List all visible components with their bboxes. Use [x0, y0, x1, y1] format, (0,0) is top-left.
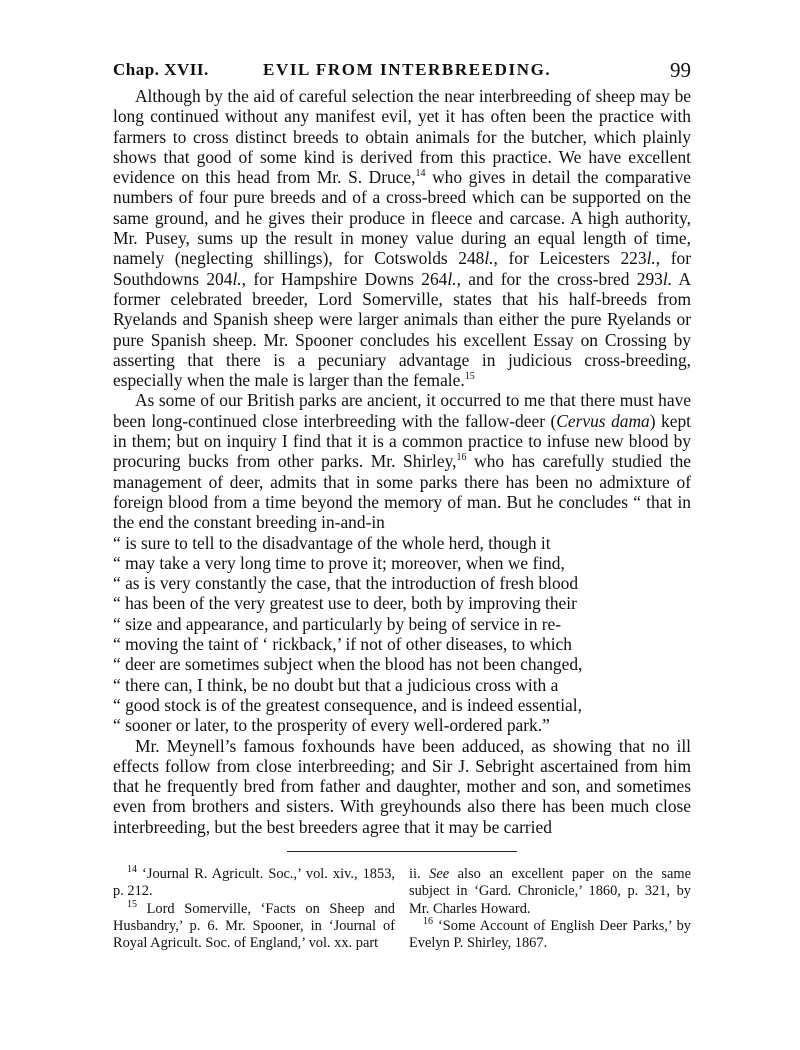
- footnote-column-right: [409, 866, 691, 952]
- running-title: EVIL FROM INTERBREEDING.: [263, 60, 552, 79]
- text-run: , for Southdowns 204: [113, 248, 691, 289]
- footnote-column-left: [113, 866, 395, 952]
- footnote-16: $^{16}$ ‘Some Account of English Deer Parks,’ by Evelyn P. Shirley, 1867.: [409, 916, 691, 952]
- footnote-14: $^{14}$ ‘Journal R. Agricult. Soc.,’ vol. xiv., 1853, p. 212.: [113, 864, 395, 900]
- text-run: , for Leicesters 223: [493, 248, 647, 269]
- quote-line: “ sooner or later, to the prosperity of every well-ordered park.”: [113, 715, 550, 736]
- text-run: A former celebrated breeder, Lord Somerville, states that his half-breeds from Ryelands and Spanish sheep were larger animals than either the pure Ryelands or pure Spanish sheep. Mr. Spooner concludes his excellent Essay on Crossing by asserting that there is a pecuniary advantage in judicious cross-breeding, especially when the male is larger than the female.: [113, 268, 692, 391]
- book-page: [113, 52, 691, 982]
- body-text: [113, 86, 691, 837]
- paragraph-sheep: [113, 86, 691, 390]
- text-run: As some of our British parks are ancient, it occurred to me that there must have been long-continued close interbreeding with the fallow-deer (: [113, 390, 691, 431]
- text-run: Although by the aid of careful selection the near interbreeding of sheep may be long continued without any manifest evil, yet it has often been the practice with farmers to cross distinct breeds to obtain animals for the butcher, which plainly shows that good of some kind is derived from this practice. We have excellent evidence on this head from Mr. S. Druce,: [113, 86, 691, 188]
- chapter-label: Chap. XVII.: [113, 60, 209, 79]
- footnote-divider: [287, 851, 517, 852]
- footnote-ref: 16: [456, 452, 467, 464]
- paragraph-deer: [113, 390, 691, 532]
- footnote-15-continued: ii. See also an excellent paper on the same subject in ‘Gard. Chronicle,’ 1860, p. 321, by Mr. Charles Howard.: [409, 865, 691, 917]
- paragraph-foxhounds: Mr. Meynell’s famous foxhounds have been adduced, as showing that no ill effects follow from close interbreeding; and Sir J. Sebright ascertained from him that he frequently bred from father and daughter, mother and son, and sometimes even from brothers and sisters. With greyhounds also there has been much close interbreeding, but the best breeders agree that it may be carried: [113, 735, 691, 837]
- quote-line: “ there can, I think, be no doubt but that a judicious cross with a: [113, 674, 559, 695]
- running-header: [113, 52, 691, 86]
- text-run: , for Hampshire Downs 264: [241, 268, 448, 289]
- footnote-ref: 15: [464, 371, 475, 383]
- footnote-ref: 14: [415, 168, 426, 180]
- quote-line: “ may take a very long time to prove it; moreover, when we find,: [113, 552, 565, 573]
- italic-text: Cervus dama: [556, 410, 650, 431]
- quote-line: “ deer are sometimes subject when the blood has not been changed,: [113, 654, 583, 675]
- quote-line: “ as is very constantly the case, that the introduction of fresh blood: [113, 573, 579, 594]
- text-run: who gives in detail the comparative numbers of four pure breeds and of a cross-breed which can be supported on the same ground, and he gives their produce in fleece and carcase. A high authority, Mr. Pusey, sums up the result in money value during an equal length of time, namely (neglecting shillings), for Cotswolds 248: [113, 167, 692, 269]
- quote-line: “ moving the taint of ‘ rickback,’ if not of other diseases, to which: [113, 634, 572, 655]
- quote-line: “ good stock is of the greatest consequence, and is indeed essential,: [113, 694, 582, 715]
- text-run: ) kept in them; but on inquiry I find that it is a common practice to infuse new blood by procuring bucks from other parks. Mr. Shirley,: [113, 410, 691, 472]
- text-run: who has carefully studied the management of deer, admits that in some parks there has been no admixture of foreign blood from a time beyond the memory of man. But he concludes “ that in the end the constant breeding in-and-in: [113, 451, 691, 533]
- italic-text: l.: [447, 268, 457, 289]
- footnote-mark: 15: [127, 898, 137, 910]
- text-run: , and for the cross-bred 293: [456, 268, 663, 289]
- footnote-mark: 14: [127, 864, 137, 876]
- footnote-mark: 16: [423, 916, 433, 928]
- shirley-quote: [113, 533, 691, 736]
- footnotes: [113, 866, 691, 952]
- italic-text: l.: [232, 268, 242, 289]
- quote-line: “ size and appearance, and particularly by being of service in re-: [113, 613, 562, 634]
- italic-text: l.: [662, 268, 673, 289]
- page-number: 99: [670, 58, 691, 82]
- footnote-15: $^{15}$ Lord Somerville, ‘Facts on Sheep and Husbandry,’ p. 6. Mr. Spooner, in ‘Journal of Royal Agricult. Soc. of England,’ vol. xx. part: [113, 898, 395, 952]
- quote-line: “ has been of the very greatest use to deer, both by improving their: [113, 593, 577, 614]
- italic-text: l.: [484, 248, 494, 269]
- quote-line: “ is sure to tell to the disadvantage of the whole herd, though it: [113, 532, 551, 553]
- italic-text: l.: [646, 248, 656, 269]
